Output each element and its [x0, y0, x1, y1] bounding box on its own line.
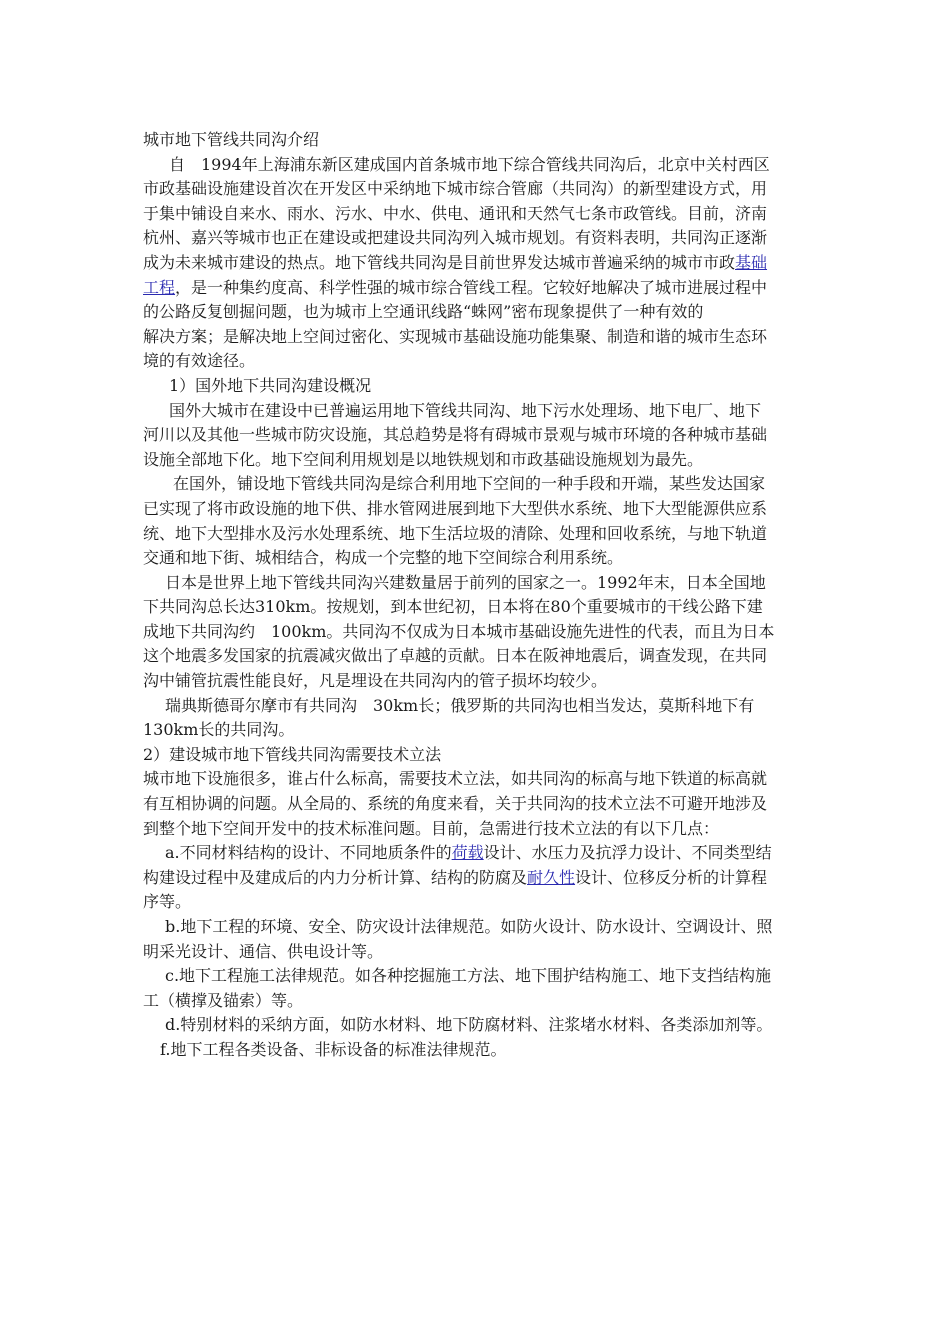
overseas-line-1: 国外大城市在建设中已普遍运用地下管线共同沟、地下污水处理场、地下电厂、地下: [169, 400, 762, 420]
item-a-line-2-pre: 构建设过程中及建成后的内力分析计算、结构的防腐及: [143, 867, 528, 887]
item-d-line-1: d.特别材料的采纳方面，如防水材料、地下防腐材料、注浆堵水材料、各类添加剂等。: [165, 1015, 773, 1035]
overseas-line-3: 设施全部地下化。地下空间利用规划是以地铁规划和市政基础设施规划为最先。: [143, 449, 704, 469]
foreign-systems-paragraph: [143, 472, 813, 570]
item-c-line-1: c.地下工程施工法律规范。如各种挖掘施工方法、地下围护结构施工、地下支挡结构施: [165, 966, 772, 986]
intro-line-8: 解决方案；是解决地上空间过密化、实现城市基础设施功能集聚、制造和谐的城市生态环: [143, 326, 768, 346]
sweden-line-2: 130km长的共同沟。: [143, 720, 295, 740]
legislation-line-2: 有互相协调的问题。从全局的、系统的角度来看，关于共同沟的技术立法不可避开地涉及: [143, 794, 768, 814]
document-title: 城市地下管线共同沟介绍: [143, 130, 320, 149]
item-c-line-2: 工（横撑及锚索）等。: [143, 990, 304, 1010]
intro-line-2: 市政基础设施建设首次在开发区中采纳地下城市综合管廊（共同沟）的新型建设方式，用: [143, 179, 768, 199]
item-b-line-1: b.地下工程的环境、安全、防灾设计法律规范。如防火设计、防水设计、空调设计、照: [165, 917, 773, 936]
intro-line-5: [143, 251, 813, 276]
item-a-line-1: [143, 841, 813, 866]
sweden-russia-paragraph: [143, 694, 813, 743]
intro-line-4: 杭州、嘉兴等城市也正在建设或把建设共同沟列入城市规划。有资料表明，共同沟正逐渐: [143, 228, 768, 248]
intro-line-6: [143, 276, 813, 301]
item-a-line-1-pre: a.不同材料结构的设计、不同地质条件的: [165, 843, 452, 863]
overseas-paragraph: [143, 399, 813, 473]
item-a-line-3: 序等。: [143, 892, 192, 912]
intro-line-6-text: ，是一种集约度高、科学性强的城市综合管线工程。它较好地解决了城市进展过程中: [175, 277, 768, 297]
intro-line-7: 的公路反复刨掘问题，也为城市上空通讯线路“蛛网”密布现象提供了一种有效的: [143, 302, 704, 322]
sweden-line-1: 瑞典斯德哥尔摩市有共同沟 30km长；俄罗斯的共同沟也相当发达，莫斯科地下有: [165, 695, 755, 715]
document-page: [143, 128, 813, 1063]
infrastructure-link-part-1[interactable]: 基础: [735, 252, 768, 272]
infrastructure-link-part-2[interactable]: 工程: [143, 277, 176, 297]
intro-line-1: 自 1994年上海浦东新区建成国内首条城市地下综合管线共同沟后，北京中关村西区: [169, 154, 770, 174]
japan-line-5: 沟中铺管抗震性能良好，凡是埋设在共同沟内的管子损坏均较少。: [143, 671, 608, 691]
item-f-line-1: f.地下工程各类设备、非标设备的标准法律规范。: [160, 1039, 507, 1059]
overseas-line-2: 河川以及其他一些城市防灾设施，其总趋势是将有碍城市景观与城市环境的各种城市基础: [143, 425, 768, 445]
foreign-line-3: 统、地下大型排水及污水处理系统、地下生活垃圾的清除、处理和回收系统，与地下轨道: [143, 523, 768, 543]
section-heading-1: 1）国外地下共同沟建设概况: [169, 375, 372, 395]
intro-paragraph: [143, 153, 813, 374]
list-item-c: [143, 964, 813, 1013]
item-a-line-2-post: 设计、位移反分析的计算程: [575, 867, 768, 887]
japan-line-4: 这个地震多发国家的抗震减灾做出了卓越的贡献。日本在阪神地震后，调查发现，在共同: [143, 646, 768, 666]
japan-line-1: 日本是世界上地下管线共同沟兴建数量居于前列的国家之一。1992年末，日本全国地: [165, 572, 766, 592]
section-heading-2: 2）建设城市地下管线共同沟需要技术立法: [143, 744, 442, 764]
list-item-a: [143, 841, 813, 915]
foreign-line-1: 在国外，铺设地下管线共同沟是综合利用地下空间的一种手段和开端，某些发达国家: [173, 474, 766, 494]
intro-line-5-text: 成为未来城市建设的热点。地下管线共同沟是目前世界发达城市普遍采纳的城市市政: [143, 252, 736, 272]
legislation-line-1: 城市地下设施很多，谁占什么标高，需要技术立法，如共同沟的标高与地下铁道的标高就: [143, 769, 768, 789]
list-item-b: [143, 915, 813, 964]
load-link[interactable]: 荷载: [451, 843, 484, 863]
japan-line-3: 成地下共同沟约 100km。共同沟不仅成为日本城市基础设施先进性的代表，而且为日本: [143, 621, 775, 641]
foreign-line-2: 已实现了将市政设施的地下供、排水管网进展到地下大型供水系统、地下大型能源供应系: [143, 498, 768, 518]
foreign-line-4: 交通和地下街、城相结合，构成一个完整的地下空间综合利用系统。: [143, 548, 624, 568]
japan-paragraph: [143, 571, 813, 694]
item-b-line-2: 明采光设计、通信、供电设计等。: [143, 941, 384, 961]
intro-line-3: 于集中铺设自来水、雨水、污水、中水、供电、通讯和天然气七条市政管线。目前，济南: [143, 203, 768, 223]
item-a-line-1-post: 设计、水压力及抗浮力设计、不同类型结: [483, 843, 772, 863]
legislation-line-3: 到整个地下空间开发中的技术标准问题。目前，急需进行技术立法的有以下几点：: [143, 818, 720, 838]
legislation-paragraph: [143, 767, 813, 841]
japan-line-2: 下共同沟总长达310km。按规划，到本世纪初，日本将在80个重要城市的干线公路下建: [143, 597, 763, 617]
intro-line-9: 境的有效途径。: [143, 351, 256, 371]
list-item-f: [143, 1038, 813, 1063]
list-item-d: [143, 1013, 813, 1038]
item-a-line-2: [143, 866, 813, 891]
durability-link[interactable]: 耐久性: [527, 867, 576, 887]
